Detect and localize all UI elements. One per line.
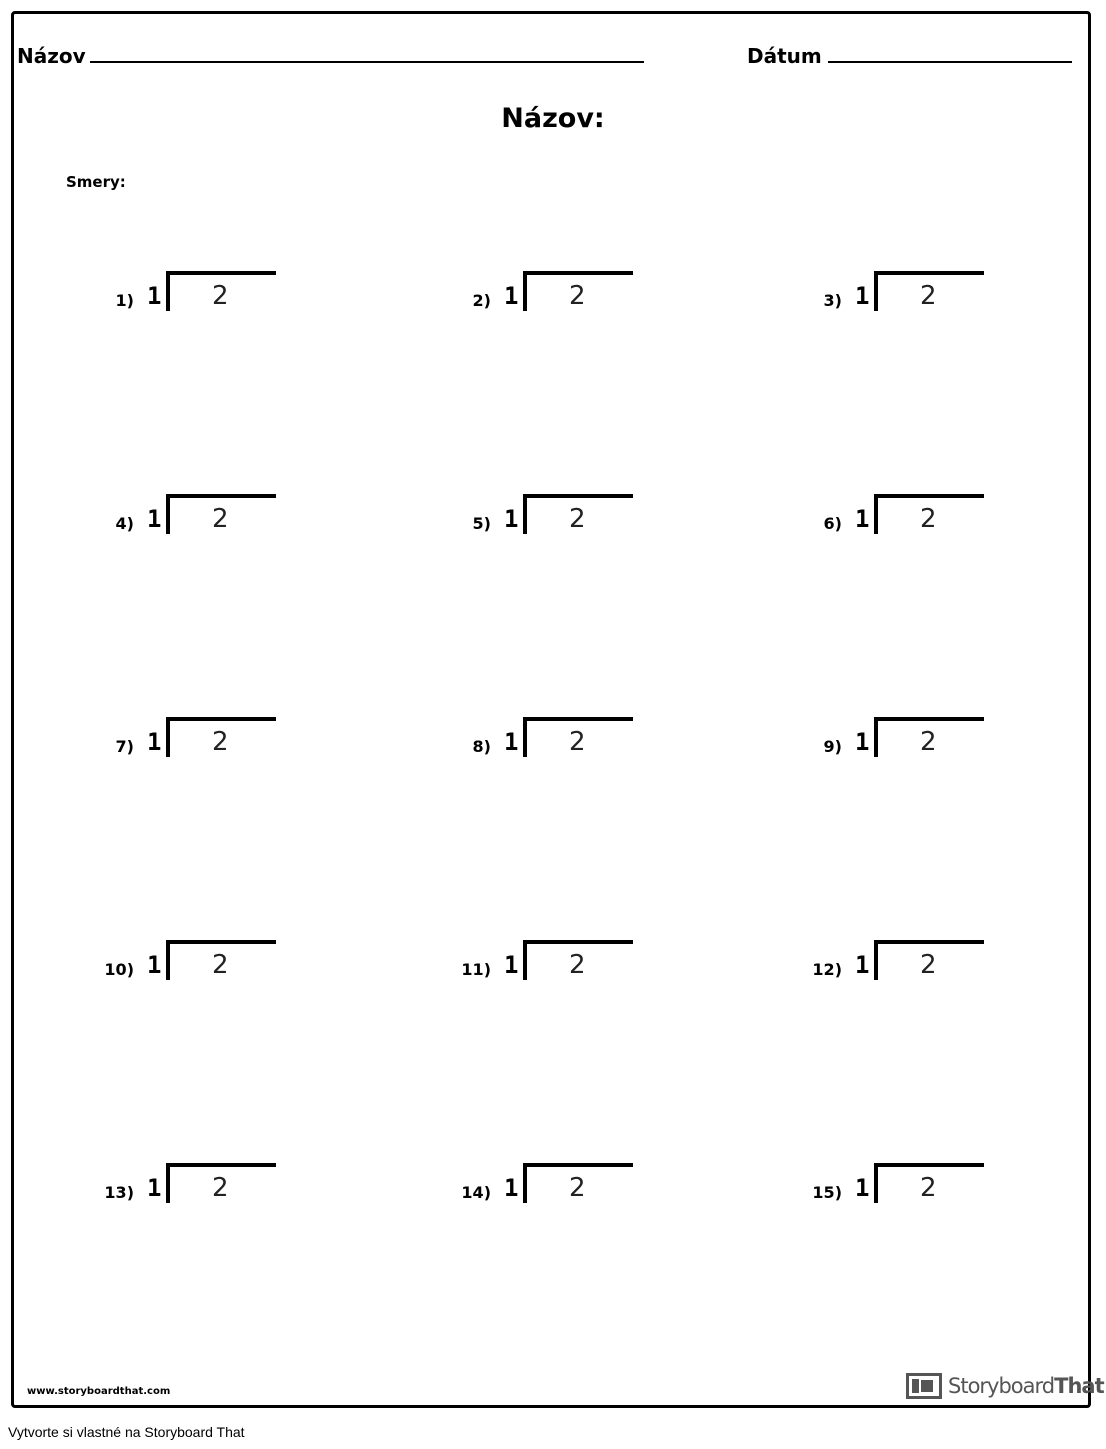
division-problem: [447, 717, 647, 787]
name-line: [90, 61, 644, 63]
problem-number: 5): [472, 514, 491, 533]
problem-number: 7): [115, 737, 134, 756]
dividend: 2: [569, 281, 586, 311]
divisor: 1: [147, 282, 162, 310]
dividend: 2: [920, 504, 937, 534]
problem-number: 15): [812, 1183, 842, 1202]
date-line: [828, 61, 1072, 63]
divisor: 1: [504, 282, 519, 310]
division-problem: [90, 494, 290, 564]
dividend: 2: [569, 727, 586, 757]
problem-number: 4): [115, 514, 134, 533]
divisor: 1: [855, 282, 870, 310]
divisor: 1: [147, 1174, 162, 1202]
name-label: Názov: [17, 44, 86, 68]
divisor: 1: [855, 1174, 870, 1202]
divisor: 1: [504, 951, 519, 979]
divisor: 1: [147, 728, 162, 756]
divisor: 1: [855, 728, 870, 756]
site-url: www.storyboardthat.com: [27, 1386, 171, 1397]
dividend: 2: [569, 504, 586, 534]
dividend: 2: [920, 727, 937, 757]
worksheet-title: Názov:: [501, 103, 605, 134]
division-problem: [90, 717, 290, 787]
dividend: 2: [569, 950, 586, 980]
dividend: 2: [920, 281, 937, 311]
problem-number: 1): [115, 291, 134, 310]
divisor: 1: [147, 951, 162, 979]
problem-number: 14): [461, 1183, 491, 1202]
problem-number: 12): [812, 960, 842, 979]
dividend: 2: [212, 1173, 229, 1203]
division-problem: [90, 940, 290, 1010]
problem-number: 8): [472, 737, 491, 756]
footer-note: Vytvorte si vlastné na Storyboard That: [8, 1424, 245, 1440]
division-problem: [798, 494, 998, 564]
problem-number: 13): [104, 1183, 134, 1202]
division-problem: [447, 1163, 647, 1233]
division-problem: [447, 940, 647, 1010]
storyboardthat-logo: [906, 1372, 1104, 1400]
division-problem: [798, 271, 998, 341]
storyboard-icon: [906, 1373, 942, 1399]
logo-text: StoryboardThat: [948, 1374, 1104, 1398]
problem-number: 11): [461, 960, 491, 979]
dividend: 2: [920, 950, 937, 980]
divisor: 1: [855, 951, 870, 979]
division-problem: [447, 271, 647, 341]
directions-label: Smery:: [66, 173, 126, 191]
problem-number: 9): [823, 737, 842, 756]
dividend: 2: [212, 727, 229, 757]
divisor: 1: [504, 1174, 519, 1202]
problem-number: 10): [104, 960, 134, 979]
divisor: 1: [855, 505, 870, 533]
dividend: 2: [212, 504, 229, 534]
dividend: 2: [212, 281, 229, 311]
divisor: 1: [147, 505, 162, 533]
division-problem: [798, 1163, 998, 1233]
problem-number: 6): [823, 514, 842, 533]
dividend: 2: [212, 950, 229, 980]
dividend: 2: [569, 1173, 586, 1203]
date-label: Dátum: [747, 44, 822, 68]
division-problem: [447, 494, 647, 564]
divisor: 1: [504, 505, 519, 533]
dividend: 2: [920, 1173, 937, 1203]
problem-number: 2): [472, 291, 491, 310]
problem-number: 3): [823, 291, 842, 310]
division-problem: [798, 717, 998, 787]
division-problem: [90, 271, 290, 341]
divisor: 1: [504, 728, 519, 756]
division-problem: [798, 940, 998, 1010]
division-problem: [90, 1163, 290, 1233]
